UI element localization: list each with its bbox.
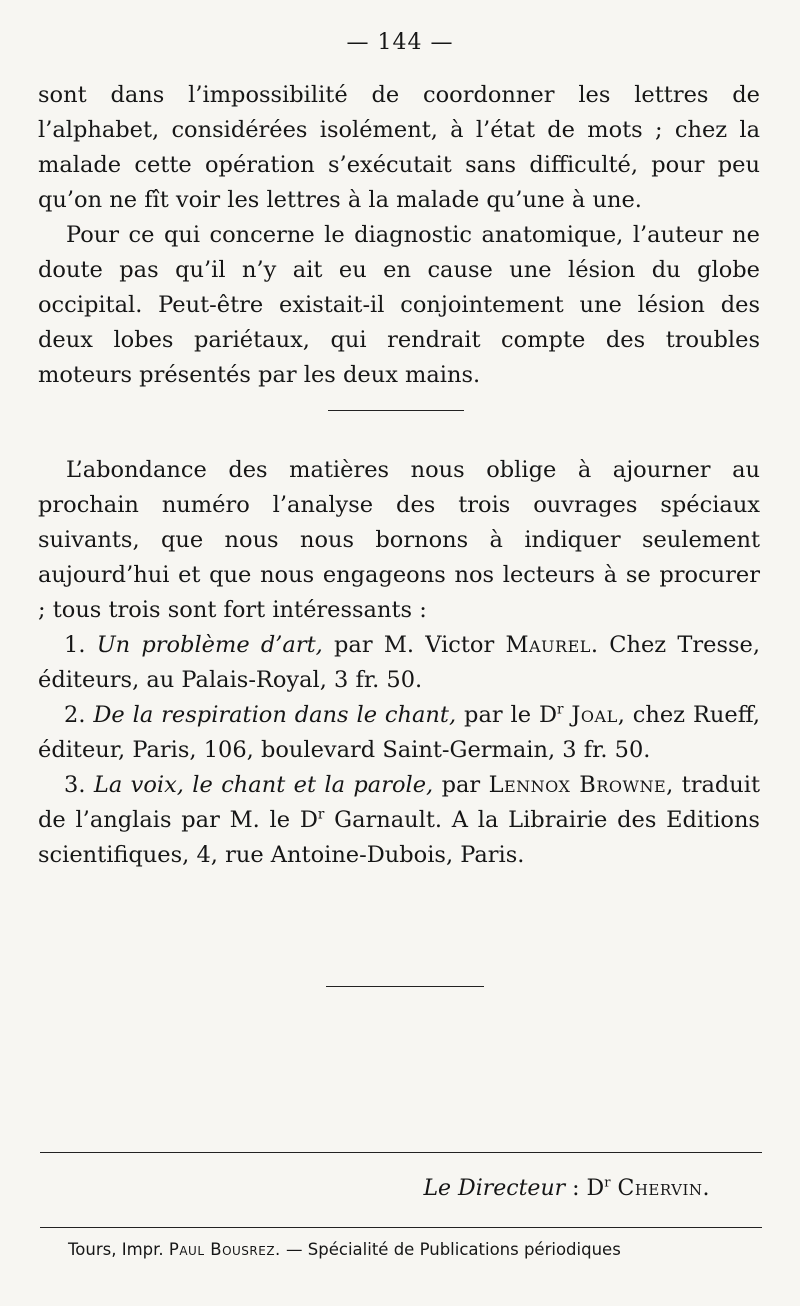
- imprint-printer: Paul Bousrez.: [168, 1240, 281, 1259]
- item-by: par M. Victor: [334, 632, 495, 658]
- signature-name: Chervin.: [617, 1176, 710, 1201]
- signature: [423, 1176, 710, 1201]
- list-item: [38, 698, 760, 768]
- footer-rule-top: [40, 1152, 762, 1153]
- item-by: par le D: [464, 702, 557, 728]
- item-title: De la respiration dans le chant,: [93, 702, 457, 728]
- signature-separator: : D: [565, 1176, 605, 1201]
- imprint-city: Tours, Impr.: [68, 1240, 164, 1259]
- notice-block: [38, 453, 760, 873]
- item-rest: , traduit de l’anglais par M. le D: [38, 772, 761, 833]
- section-divider: [328, 410, 464, 411]
- item-by-superscript: r: [557, 701, 564, 718]
- item-rest-continued: Garnault. A la Librairie des Editions scientifiques, 4, rue Antoine-Dubois, Paris.: [38, 807, 760, 868]
- footer-rule-bottom: [40, 1227, 762, 1228]
- signature-superscript: r: [604, 1175, 611, 1191]
- item-by: par: [441, 772, 481, 798]
- item-rest-superscript: r: [317, 806, 325, 823]
- continuation-block: [38, 78, 760, 393]
- item-author: Lennox Browne: [488, 772, 667, 798]
- paragraph-continuation: sont dans l’impossibilité de coordonner les lettres de l’alphabet, considérées isolément, à l’état de mots ; chez la malade cette opération s’exécutait sans difficulté, pour peu qu’on ne fît voir les lettres à la malade qu’une à une.: [38, 82, 760, 213]
- item-author: Joal: [571, 702, 618, 728]
- list-item: [38, 628, 760, 698]
- printer-imprint: [68, 1240, 748, 1259]
- page-number: — 144 —: [346, 30, 454, 55]
- item-title: La voix, le chant et la parole,: [93, 772, 434, 798]
- item-number: 1.: [64, 632, 86, 658]
- imprint-rest: — Spécialité de Publications périodiques: [280, 1240, 621, 1259]
- list-item: [38, 768, 760, 873]
- paragraph-diagnostic: Pour ce qui concerne le diagnostic anatomique, l’auteur ne doute pas qu’il n’y ait eu en cause une lésion du globe occipital. Peut-être existait-il conjointement une lésion des deux lobes pariétaux, qui rendrait compte des troubles moteurs présentés par les deux mains.: [38, 222, 760, 388]
- paragraph-notice: L’abondance des matières nous oblige à ajourner au prochain numéro l’analyse des trois ouvrages spéciaux suivants, que nous nous bornons à indiquer seulement aujourd’hui et que nous engageons nos lecteurs à se procurer ; tous trois sont fort intéressants :: [38, 457, 760, 623]
- item-number: 3.: [64, 772, 86, 798]
- item-rest: , chez Rueff, éditeur, Paris, 106, boulevard Saint-Germain, 3 fr. 50.: [38, 702, 761, 763]
- item-author: Maurel: [505, 632, 591, 658]
- signature-role: Le Directeur: [423, 1176, 566, 1201]
- item-rest: . Chez Tresse, éditeurs, au Palais-Royal, 3 fr. 50.: [38, 632, 761, 693]
- end-divider: [326, 986, 484, 987]
- item-title: Un problème d’art,: [96, 632, 323, 658]
- item-number: 2.: [64, 702, 86, 728]
